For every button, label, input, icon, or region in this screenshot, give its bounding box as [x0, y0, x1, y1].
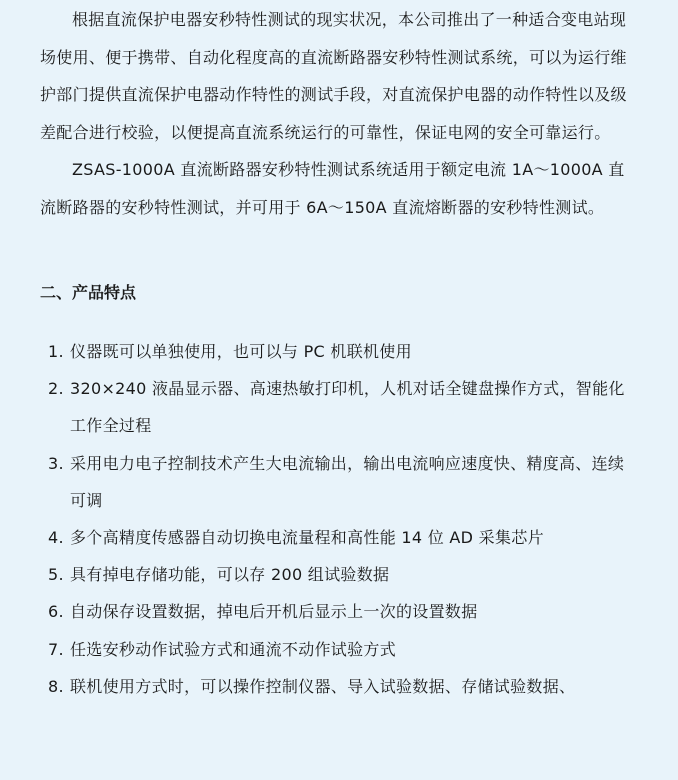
list-item: [40, 333, 638, 370]
list-item-text: 具有掉电存储功能，可以存 200 组试验数据: [70, 565, 390, 585]
list-item-text: 仪器既可以单独使用，也可以与 PC 机联机使用: [70, 342, 412, 361]
list-item-text: 采用电力电子控制技术产生大电流输出，输出电流响应速度快、精度高、连续可调: [70, 453, 625, 510]
list-item-number: 5.: [48, 565, 64, 585]
list-item-number: 3.: [48, 453, 64, 473]
list-item: [40, 370, 638, 444]
list-item-text: 自动保存设置数据，掉电后开机后显示上一次的设置数据: [70, 602, 478, 622]
list-item-number: 6.: [48, 602, 64, 622]
list-item-number: 4.: [48, 528, 64, 548]
list-item-text: 多个高精度传感器自动切换电流量程和高性能 14 位 AD 采集芯片: [70, 528, 544, 548]
list-item-number: 7.: [48, 639, 64, 659]
list-item-number: 2.: [48, 379, 64, 399]
list-item: [40, 519, 638, 556]
feature-list: [40, 333, 638, 705]
list-item-text: 任选安秒动作试验方式和通流不动作试验方式: [70, 639, 397, 659]
list-item-number: 1.: [48, 342, 64, 361]
document-page: [0, 1, 678, 780]
intro-paragraph-1: 根据直流保护电器安秒特性测试的现实状况，本公司推出了一种适合变电站现场使用、便于携带、自动化程度高的直流断路器安秒特性测试系统，可以为运行维护部门提供直流保护电器动作特性的测试手段，对直流保护电器的动作特性以及级差配合进行校验，以便提高直流系统运行的可靠性，保证电网的安全可靠运行。: [40, 10, 627, 142]
list-item: [40, 593, 638, 630]
list-item-text: 320×240 液晶显示器、高速热敏打印机，人机对话全键盘操作方式，智能化工作全过程: [70, 379, 625, 436]
list-item-number: 8.: [48, 676, 64, 696]
list-item: [40, 556, 638, 593]
intro-paragraph-2: ZSAS-1000A 直流断路器安秒特性测试系统适用于额定电流 1A～1000A 直流断路器的安秒特性测试，并可用于 6A～150A 直流熔断器的安秒特性测试。: [40, 160, 625, 217]
section-title: 二、产品特点: [40, 283, 137, 302]
list-item: [40, 668, 638, 705]
list-item: [40, 445, 638, 519]
list-item-text: 联机使用方式时，可以操作控制仪器、导入试验数据、存储试验数据、: [70, 676, 576, 696]
list-item: [40, 631, 638, 668]
